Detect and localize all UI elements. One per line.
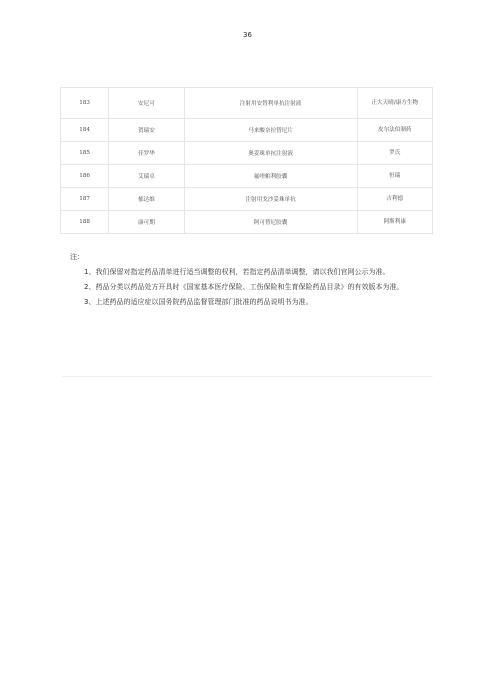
drug-brand-name: 安尼可 bbox=[109, 88, 184, 119]
table-row bbox=[61, 211, 433, 234]
notes-heading: 注： bbox=[70, 253, 84, 261]
table-row bbox=[61, 88, 433, 119]
drug-generic-name: 氟喹帕利胶囊 bbox=[184, 165, 357, 188]
note-item: 3、上述药品的适应症以国务院药品监督管理部门批准的药品说明书为准。 bbox=[84, 298, 313, 306]
row-number: 183 bbox=[61, 88, 109, 119]
drug-generic-name: 注射用戈沙妥珠单抗 bbox=[184, 188, 357, 211]
drug-list-table bbox=[60, 87, 433, 234]
row-number: 188 bbox=[61, 211, 109, 234]
note-item: 2、药品分类以药品处方开具时《国家基本医疗保险、工伤保险和生育保险药品目录》的有效版本为准。 bbox=[84, 283, 404, 291]
drug-manufacturer: 阿斯利康 bbox=[357, 211, 432, 234]
table-row bbox=[61, 142, 433, 165]
table-row bbox=[61, 119, 433, 142]
page-number: 36 bbox=[243, 31, 252, 39]
drug-manufacturer: 罗氏 bbox=[357, 142, 432, 165]
drug-generic-name: 马来酸奈拉替尼片 bbox=[184, 119, 357, 142]
drug-brand-name: 郁达维 bbox=[109, 188, 184, 211]
drug-manufacturer: 吉利德 bbox=[357, 188, 432, 211]
drug-manufacturer: 皮尔法伯制药 bbox=[357, 119, 432, 142]
drug-generic-name: 注射用安替利单抗注射液 bbox=[184, 88, 357, 119]
row-number: 186 bbox=[61, 165, 109, 188]
drug-brand-name: 康可期 bbox=[109, 211, 184, 234]
table-row bbox=[61, 188, 433, 211]
drug-brand-name: 贺瑞安 bbox=[109, 119, 184, 142]
row-number: 185 bbox=[61, 142, 109, 165]
row-number: 184 bbox=[61, 119, 109, 142]
drug-manufacturer: 正大天晴/康方生物 bbox=[357, 88, 432, 119]
drug-brand-name: 佳罗华 bbox=[109, 142, 184, 165]
drug-generic-name: 奥妥珠单抗注射液 bbox=[184, 142, 357, 165]
drug-brand-name: 艾瑞卓 bbox=[109, 165, 184, 188]
section-divider bbox=[62, 376, 433, 377]
table-row bbox=[61, 165, 433, 188]
drug-manufacturer: 恒瑞 bbox=[357, 165, 432, 188]
row-number: 187 bbox=[61, 188, 109, 211]
notes-section bbox=[70, 251, 440, 311]
note-item: 1、我们保留对指定药品清单进行适当调整的权利，若指定药品清单调整，请以我们官网公示为准。 bbox=[84, 268, 390, 276]
drug-generic-name: 阿可替尼胶囊 bbox=[184, 211, 357, 234]
